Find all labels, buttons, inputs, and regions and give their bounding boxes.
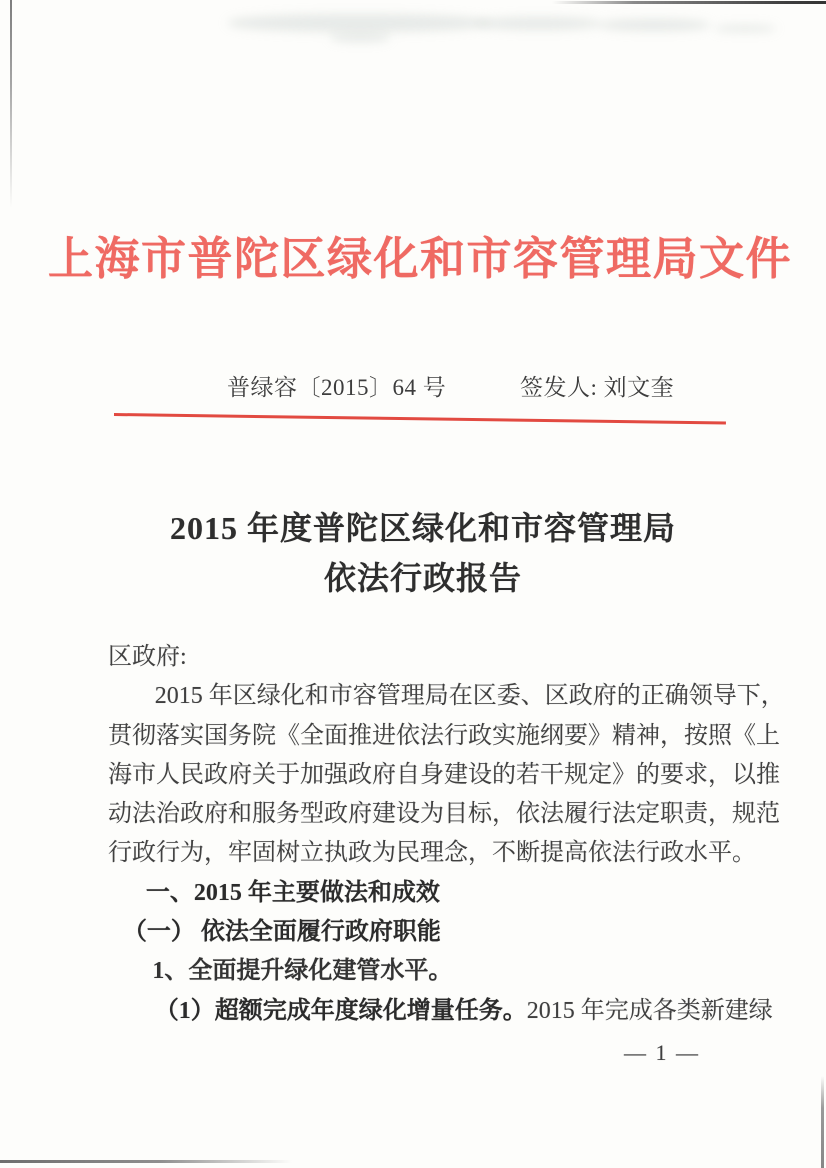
letterhead-agency-title: 上海市普陀区绿化和市容管理局文件 (47, 234, 792, 284)
scan-edge-left (10, 0, 12, 208)
item-lead-bold: （1）超额完成年度绿化增量任务。 (154, 997, 527, 1024)
scan-ghost-smudge (228, 14, 490, 32)
point-heading: 1、全面提升绿化建管水平。 (152, 958, 453, 985)
scan-ghost-smudge (714, 25, 776, 32)
page-number: — 1 — (624, 1040, 700, 1065)
letterhead-rule (114, 413, 726, 424)
scan-edge-right-bottom (821, 1076, 824, 1168)
body-line: 2015 年区绿化和市容管理局在区委、区政府的正确领导下， (154, 683, 785, 710)
body-line: 海市人民政府关于加强政府自身建设的若干规定》的要求，以推 (108, 761, 780, 788)
document-number: 普绿容〔2015〕64 号 (227, 375, 447, 400)
body-line: 行政行为，牢固树立执政为民理念，不断提高依法行政水平。 (108, 840, 756, 867)
document-title-line1: 2015 年度普陀区绿化和市容管理局 (169, 510, 676, 546)
scan-edge-top-right (552, 1, 826, 4)
salutation: 区政府: (108, 644, 187, 670)
item-text: 2015 年完成各类新建绿 (526, 997, 773, 1024)
document-title (23, 503, 823, 603)
scan-ghost-smudge (478, 17, 600, 30)
body-line (108, 992, 798, 1031)
scan-ghost-smudge (598, 19, 710, 31)
document-title-line2: 依法行政报告 (323, 560, 522, 596)
scan-edge-bottom-left (0, 1160, 292, 1163)
document-body (108, 638, 798, 1031)
signer-name: 签发人: 刘文奎 (520, 375, 675, 400)
body-line: 动法治政府和服务型政府建设为目标，依法履行法定职责，规范 (108, 801, 780, 828)
scan-ghost-smudge (330, 33, 390, 42)
section-heading: 一、2015 年主要做法和成效 (145, 879, 440, 906)
body-line: 贯彻落实国务院《全面推进依法行政实施纲要》精神，按照《上 (108, 722, 780, 749)
subsection-heading: （一） 依法全面履行政府职能 (122, 919, 441, 946)
